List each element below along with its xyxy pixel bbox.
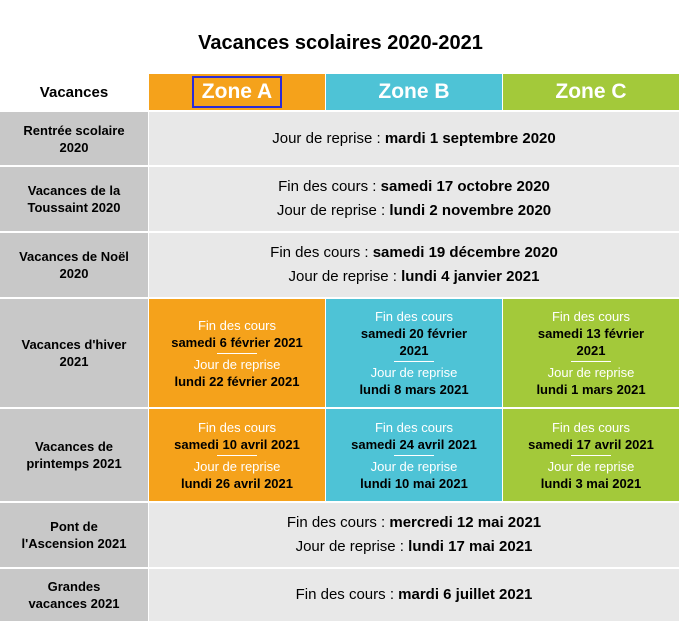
fin-date: samedi 24 avril 2021: [351, 436, 477, 452]
reprise-date: lundi 4 janvier 2021: [401, 268, 540, 285]
row-label-text: Pont de l'Ascension 2021: [21, 519, 127, 551]
row-label-text: Vacances de Noël 2020: [19, 249, 129, 281]
fin-prefix: Fin des cours :: [286, 514, 390, 531]
row-label-ascension: [0, 503, 148, 567]
reprise-label: Jour de reprise: [547, 458, 635, 474]
printemps-zone-b-cell: [326, 409, 502, 501]
fin-line: [270, 241, 558, 265]
printemps-zone-a-cell: [149, 409, 325, 501]
reprise-line: [289, 265, 540, 289]
fin-line: [287, 511, 541, 535]
zone-c-label: Zone C: [555, 80, 627, 103]
reprise-prefix: Jour de reprise :: [295, 538, 409, 555]
reprise-date: lundi 3 mai 2021: [540, 475, 642, 491]
reprise-date: lundi 2 novembre 2020: [389, 202, 552, 219]
row-label-text: Rentrée scolaire 2020: [23, 122, 125, 155]
row-label-printemps: [0, 409, 148, 501]
fin-label: Fin des cours: [197, 317, 277, 333]
divider: [217, 455, 257, 456]
printemps-zone-c-cell: [503, 409, 679, 501]
fin-label: Fin des cours: [374, 309, 454, 324]
fin-date: mercredi 12 mai 2021: [389, 514, 542, 531]
reprise-date: lundi 22 février 2021: [174, 373, 300, 389]
fin-label: Fin des cours: [197, 419, 277, 435]
reprise-label: Jour de reprise: [193, 356, 281, 372]
reprise-date: lundi 1 mars 2021: [536, 382, 646, 397]
divider: [394, 455, 434, 456]
row-noel-dates: [149, 233, 679, 297]
reprise-date: lundi 26 avril 2021: [180, 475, 293, 491]
fin-date: samedi 6 février 2021: [171, 334, 303, 350]
fin-date: samedi 17 avril 2021: [528, 436, 654, 452]
divider: [394, 361, 434, 362]
fin-prefix: Fin des cours :: [270, 244, 373, 261]
row-label-text: Vacances de printemps 2021: [26, 439, 122, 471]
zone-a-label: Zone A: [192, 76, 282, 108]
fin-date: samedi 13 février 2021: [537, 326, 645, 358]
row-label-noel: [0, 233, 148, 297]
divider: [571, 361, 611, 362]
header-zone-b: [326, 74, 502, 110]
row-label-text: Vacances d'hiver 2021: [21, 337, 127, 369]
page-title: Vacances scolaires 2020-2021: [198, 32, 483, 54]
reprise-label: Jour de reprise: [547, 365, 635, 380]
fin-date: samedi 19 décembre 2020: [372, 244, 558, 261]
header-vacances-label: Vacances: [39, 83, 109, 101]
hiver-zone-b-cell: [326, 299, 502, 407]
header-zone-a: [149, 74, 325, 110]
reprise-date: lundi 10 mai 2021: [360, 475, 468, 491]
hiver-zone-c-cell: [503, 299, 679, 407]
reprise-line: [296, 535, 533, 559]
row-label-text: Vacances de la Toussaint 2020: [27, 183, 121, 215]
reprise-prefix: Jour de reprise :: [272, 129, 385, 147]
hiver-zone-a-cell: [149, 299, 325, 407]
reprise-line: [272, 127, 556, 151]
header-vacances: [0, 74, 148, 110]
fin-prefix: Fin des cours :: [295, 586, 399, 603]
row-label-text: Grandes vacances 2021: [28, 579, 120, 611]
row-label-rentree: [0, 112, 148, 165]
reprise-date: lundi 17 mai 2021: [408, 538, 533, 555]
row-rentree-dates: [149, 112, 679, 165]
fin-date: samedi 17 octobre 2020: [380, 178, 550, 195]
row-toussaint-dates: [149, 167, 679, 231]
zone-b-label: Zone B: [378, 80, 450, 103]
fin-label: Fin des cours: [374, 419, 454, 435]
reprise-prefix: Jour de reprise :: [276, 202, 390, 219]
fin-label: Fin des cours: [551, 309, 631, 324]
fin-date: mardi 6 juillet 2021: [398, 586, 533, 603]
fin-label: Fin des cours: [551, 419, 631, 435]
header-zone-c: [503, 74, 679, 110]
row-ascension-dates: [149, 503, 679, 567]
fin-prefix: Fin des cours :: [278, 178, 381, 195]
reprise-label: Jour de reprise: [193, 458, 281, 474]
reprise-prefix: Jour de reprise :: [288, 268, 402, 285]
fin-line: [278, 175, 550, 199]
fin-date: samedi 20 février 2021: [360, 326, 468, 358]
reprise-label: Jour de reprise: [370, 458, 458, 474]
reprise-line: [277, 199, 551, 223]
divider: [571, 455, 611, 456]
reprise-label: Jour de reprise: [370, 365, 458, 380]
row-label-toussaint: [0, 167, 148, 231]
fin-line: [296, 583, 533, 607]
row-label-grandes: [0, 569, 148, 621]
reprise-date: mardi 1 septembre 2020: [384, 129, 556, 147]
divider: [217, 353, 257, 354]
reprise-date: lundi 8 mars 2021: [359, 382, 469, 397]
fin-date: samedi 10 avril 2021: [174, 436, 300, 452]
row-label-hiver: [0, 299, 148, 407]
row-grandes-dates: [149, 569, 679, 621]
